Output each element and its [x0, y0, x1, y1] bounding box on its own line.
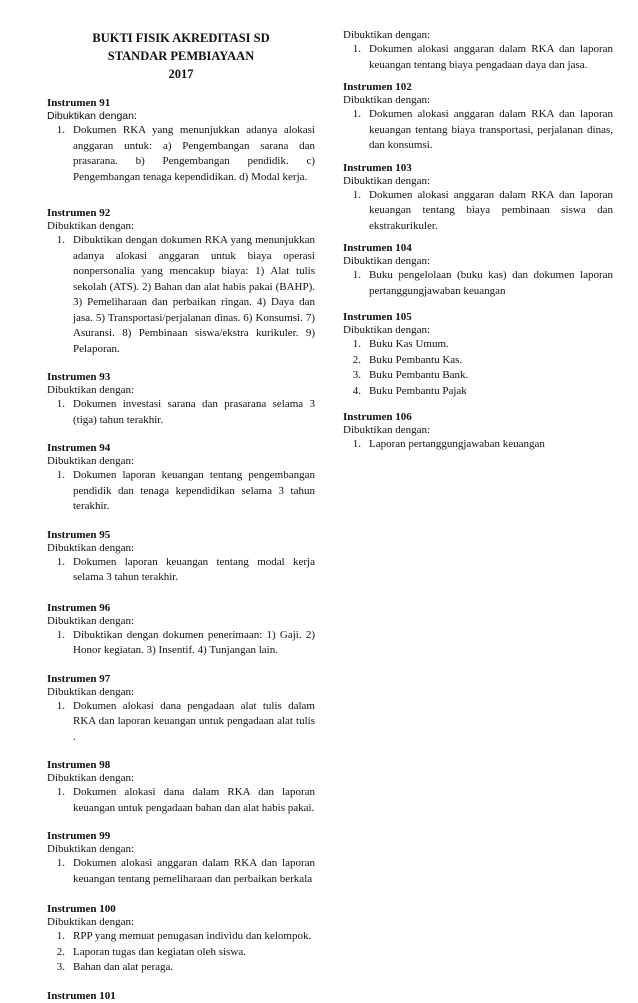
- item-number: 1.: [56, 398, 65, 410]
- evidence-list: [47, 555, 315, 586]
- instrument-heading: Instrumen 92: [47, 207, 111, 219]
- instrument-section: [47, 759, 315, 816]
- instrument-heading: Instrumen 100: [47, 903, 116, 915]
- left-column: [47, 0, 315, 1003]
- instrument-heading: Instrumen 93: [47, 371, 111, 383]
- instrument-section: [47, 990, 315, 1003]
- list-item: [47, 785, 315, 816]
- list-item: [343, 107, 613, 154]
- instrument-section: [343, 29, 613, 73]
- right-sections: [343, 29, 613, 453]
- evidence-list: [343, 42, 613, 73]
- evidence-list: [47, 785, 315, 816]
- list-item: [47, 555, 315, 586]
- instrument-section: [47, 673, 315, 746]
- evidence-list: [47, 929, 315, 976]
- instrument-heading: Instrumen 103: [343, 161, 412, 174]
- evidence-label: Dibuktikan dengan:: [47, 916, 135, 928]
- list-item: [47, 233, 315, 357]
- item-text: Laporan pertanggungjawaban keuangan: [369, 438, 545, 450]
- evidence-list: [343, 337, 613, 399]
- title-year: 2017: [168, 67, 194, 81]
- evidence-label: Dibuktikan dengan:: [47, 110, 137, 122]
- evidence-list: [47, 123, 315, 185]
- item-number: 2.: [352, 353, 361, 366]
- evidence-list: [343, 107, 613, 154]
- list-item: [47, 123, 315, 185]
- evidence-list: [343, 188, 613, 235]
- evidence-label: Dibuktikan dengan:: [343, 29, 431, 41]
- item-number: 1.: [352, 269, 361, 281]
- item-text: Bahan dan alat peraga.: [73, 961, 174, 973]
- instrument-heading: Instrumen 98: [47, 759, 111, 771]
- list-item: [47, 628, 315, 659]
- evidence-list: [47, 628, 315, 659]
- list-item: [343, 42, 613, 73]
- instrument-heading: Instrumen 91: [47, 97, 111, 109]
- item-text: Dibuktikan dengan dokumen RKA yang menunjukkan adanya alokasi anggaran untuk biaya operasi nonpersonalia yang mencakup biaya: 1) Alat tulis sekolah (ATS). 2) Bahan dan alat habis pakai (BAHP). 3) Pemeliharaan dan perbaikan ringan. 4) Daya dan jasa. 5) Transportasi/perjalanan dinas. 6) Konsumsi. 7) Asuransi. 8) Pembinaan siswa/ekstra kurikuler. 9) Pelaporan.: [73, 234, 315, 355]
- item-number: 1.: [352, 438, 361, 450]
- instrument-heading: Instrumen 101: [47, 989, 116, 1002]
- evidence-label: Dibuktikan dengan:: [343, 424, 431, 436]
- left-sections: [47, 97, 315, 1003]
- item-text: Buku Pembantu Pajak: [369, 384, 467, 397]
- list-item: [47, 856, 315, 887]
- item-text: Dokumen RKA yang menunjukkan adanya alokasi anggaran untuk: a) Pengembangan sarana dan prasarana. b) Pengembangan pendidik. c) Pengembangan tenaga kependidikan. d) Modal kerja.: [73, 124, 315, 183]
- evidence-label: Dibuktikan dengan:: [47, 541, 135, 554]
- instrument-section: [343, 311, 613, 399]
- list-item: [47, 699, 315, 746]
- evidence-label: Dibuktikan dengan:: [47, 843, 135, 855]
- instrument-heading: Instrumen 95: [47, 528, 111, 541]
- item-text: Buku pengelolaan (buku kas) dan dokumen laporan pertanggungjawaban keuangan: [369, 269, 613, 297]
- evidence-label: Dibuktikan dengan:: [343, 94, 431, 106]
- item-text: Dokumen laporan keuangan tentang modal kerja selama 3 tahun terakhir.: [73, 555, 315, 583]
- item-text: Dokumen laporan keuangan tentang pengembangan pendidik dan tenaga kependidikan selama 3 tahun terakhir.: [73, 469, 315, 512]
- item-text: Buku Pembantu Bank.: [369, 369, 469, 381]
- item-number: 3.: [352, 369, 361, 381]
- list-item: [343, 337, 613, 353]
- evidence-label: Dibuktikan dengan:: [47, 220, 135, 232]
- instrument-section: [343, 411, 613, 453]
- item-number: 2.: [56, 945, 65, 958]
- instrument-heading: Instrumen 99: [47, 830, 111, 842]
- instrument-section: [343, 81, 613, 154]
- evidence-list: [47, 468, 315, 515]
- item-number: 1.: [352, 338, 361, 350]
- item-text: Dokumen alokasi anggaran dalam RKA dan laporan keuangan tentang biaya pembinaan siswa dan ekstrakurikuler.: [369, 188, 613, 232]
- item-number: 4.: [352, 384, 361, 397]
- evidence-label: Dibuktikan dengan:: [343, 255, 431, 267]
- instrument-section: [47, 371, 315, 428]
- title-line-2: STANDAR PEMBIAYAAN: [107, 49, 255, 63]
- instrument-section: [47, 903, 315, 976]
- list-item: [47, 468, 315, 515]
- list-item: [343, 188, 613, 235]
- item-number: 1.: [56, 628, 65, 641]
- evidence-label: Dibuktikan dengan:: [47, 455, 135, 467]
- instrument-heading: Instrumen 97: [47, 672, 111, 685]
- list-item: [47, 960, 315, 976]
- instrument-section: [47, 442, 315, 515]
- item-text: Dokumen alokasi dana pengadaan alat tulis dalam RKA dan laporan keuangan untuk pengadaan alat tulis .: [73, 699, 315, 743]
- item-text: RPP yang memuat penugasan individu dan kelompok.: [73, 930, 312, 942]
- evidence-list: [47, 856, 315, 887]
- list-item: [47, 929, 315, 945]
- item-text: Laporan tugas dan kegiatan oleh siswa.: [73, 945, 246, 958]
- list-item: [343, 353, 613, 369]
- item-number: 1.: [56, 786, 65, 798]
- item-number: 1.: [56, 857, 65, 869]
- title-line-1: BUKTI FISIK AKREDITASI SD: [92, 31, 270, 45]
- list-item: [343, 268, 613, 299]
- evidence-label: Dibuktikan dengan:: [47, 772, 135, 784]
- list-item: [343, 384, 613, 400]
- item-text: Dokumen alokasi anggaran dalam RKA dan laporan keuangan tentang biaya pengadaan daya dan jasa.: [369, 43, 613, 71]
- item-text: Dokumen alokasi anggaran dalam RKA dan laporan keuangan tentang biaya transportasi, perjalanan dinas, dan konsumsi.: [369, 108, 613, 151]
- instrument-section: [343, 242, 613, 299]
- list-item: [343, 437, 613, 453]
- evidence-list: [343, 268, 613, 299]
- item-number: 1.: [56, 699, 65, 712]
- instrument-section: [47, 529, 315, 586]
- instrument-section: [47, 602, 315, 659]
- item-number: 1.: [56, 555, 65, 568]
- item-text: Dokumen alokasi anggaran dalam RKA dan laporan keuangan tentang pemeliharaan dan perbaikan berkala: [73, 857, 315, 885]
- item-text: Buku Kas Umum.: [369, 338, 449, 350]
- evidence-list: [47, 233, 315, 357]
- evidence-label: Dibuktikan dengan:: [343, 174, 431, 187]
- evidence-label: Dibuktikan dengan:: [343, 324, 431, 336]
- instrument-heading: Instrumen 106: [343, 411, 412, 423]
- item-text: Dibuktikan dengan dokumen penerimaan: 1) Gaji. 2) Honor kegiatan. 3) Insentif. 4) Tunjangan lain.: [73, 628, 315, 656]
- item-text: Dokumen alokasi dana dalam RKA dan laporan keuangan untuk pengadaan bahan dan alat habis pakai.: [73, 786, 315, 814]
- instrument-heading: Instrumen 96: [47, 601, 111, 614]
- item-number: 1.: [352, 43, 361, 55]
- item-number: 1.: [352, 108, 361, 120]
- right-column: [343, 29, 613, 453]
- evidence-list: [47, 397, 315, 428]
- item-number: 1.: [56, 124, 65, 136]
- instrument-heading: Instrumen 104: [343, 242, 412, 254]
- evidence-label: Dibuktikan dengan:: [47, 614, 135, 627]
- instrument-section: [47, 830, 315, 887]
- evidence-list: [343, 437, 613, 453]
- list-item: [343, 368, 613, 384]
- document-title: [47, 29, 315, 83]
- item-number: 1.: [56, 234, 65, 246]
- item-number: 1.: [352, 188, 361, 201]
- evidence-list: [47, 699, 315, 746]
- item-text: Buku Pembantu Kas.: [369, 353, 463, 366]
- item-number: 1.: [56, 469, 65, 481]
- list-item: [47, 945, 315, 961]
- item-number: 1.: [56, 930, 65, 942]
- instrument-heading: Instrumen 94: [47, 442, 111, 454]
- instrument-heading: Instrumen 102: [343, 81, 412, 93]
- list-item: [47, 397, 315, 428]
- item-number: 3.: [56, 961, 65, 973]
- instrument-section: [343, 162, 613, 235]
- item-text: Dokumen investasi sarana dan prasarana selama 3 (tiga) tahun terakhir.: [73, 398, 315, 426]
- instrument-section: [47, 97, 315, 185]
- instrument-heading: Instrumen 105: [343, 311, 412, 323]
- instrument-section: [47, 207, 315, 357]
- evidence-label: Dibuktikan dengan:: [47, 685, 135, 698]
- evidence-label: Dibuktikan dengan:: [47, 384, 135, 396]
